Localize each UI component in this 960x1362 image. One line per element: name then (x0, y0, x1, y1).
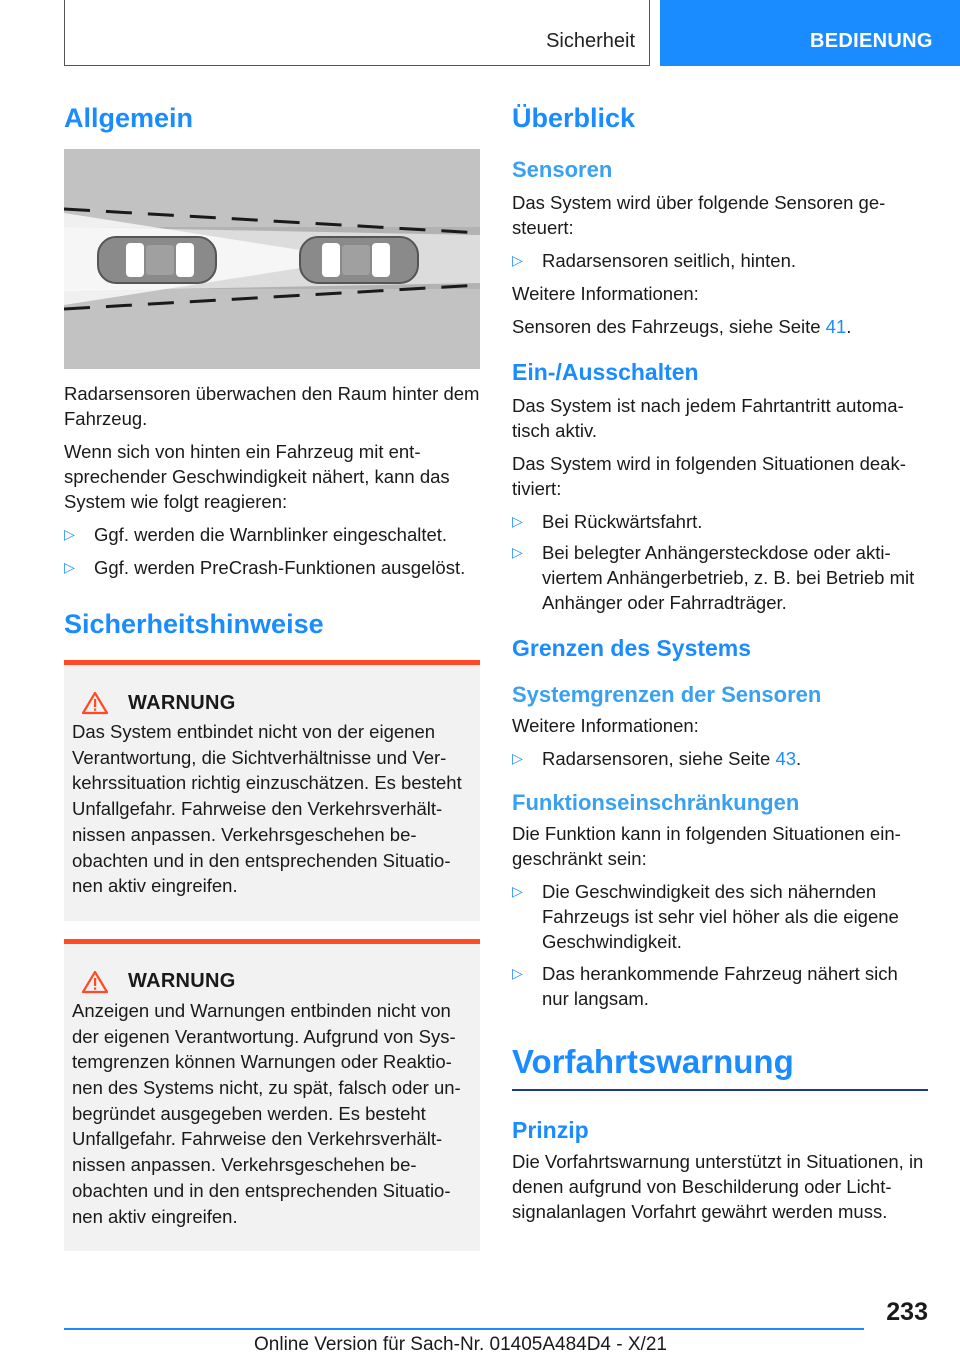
warning-triangle-icon (82, 970, 108, 994)
radar-illustration-svg (64, 149, 480, 369)
paragraph: Sensoren des Fahrzeugs, siehe Seite 41. (512, 316, 852, 337)
paragraph: Das System wird in folgenden Situationen deaktiviert: (512, 453, 906, 499)
paragraph: Das System ist nach jedem Fahrtantritt automatisch aktiv. (512, 395, 904, 441)
list-item: ▷ Bei Rückwärtsfahrt. (512, 511, 703, 532)
heading-vorfahrtswarnung: Vorfahrtswarnung (512, 1043, 794, 1080)
page-link-41[interactable]: 41 (825, 316, 847, 337)
paragraph: Radarsensoren überwachen den Raum hinter dem Fahrzeug. (64, 383, 480, 429)
bullet-list (512, 248, 928, 273)
heading-ein-ausschalten: Ein-/Ausschalten (512, 359, 699, 385)
page-number: 233 (886, 1298, 928, 1326)
heading-rule (512, 1089, 928, 1091)
header-section-title: Sicherheit (546, 30, 635, 52)
header-chapter-tab[interactable] (660, 0, 960, 66)
heading-sensoren: Sensoren (512, 157, 613, 182)
paragraph: Die Vorfahrtswarnung unterstützt in Situationen, in denen aufgrund von Beschilderung oder Lichtsignalanlagen Vorfahrt gewährt werden muss. (512, 1150, 924, 1222)
paragraph: Weitere Informationen: (512, 283, 699, 304)
approaching-car-icon (300, 237, 418, 283)
heading-ueberblick: Überblick (512, 103, 636, 133)
triangle-bullet-icon: ▷ (512, 513, 523, 529)
warning-triangle-icon (82, 691, 108, 715)
list-item: ▷ Ggf. werden die Warnblinker eingeschaltet. (64, 524, 448, 545)
list-item: ▷ Das herankommende Fahrzeug nähert sich nur langsam. (512, 963, 898, 1009)
bullet-list (64, 522, 480, 580)
warning-text: Anzeigen und Warnungen entbinden nicht von der eigenen Verantwortung. Aufgrund von Systemgrenzen können Warnungen oder Reaktionen des Systems nicht, zu spät, falsch oder unbegründet ausgegeben werden. Es besteht Unfallgefahr. Fahrweise den Verkehrsverhältnissen anpassen. Verkehrsgeschehen beobachten und in den entsprechenden Situationen aktiv eingreifen. (72, 999, 461, 1227)
heading-systemgrenzen-der-sensoren: Systemgrenzen der Sensoren (512, 682, 822, 707)
heading-sicherheitshinweise: Sicherheitshinweise (64, 609, 324, 639)
rear-car-icon (98, 237, 216, 283)
list-item: ▷ Radarsensoren, siehe Seite 43. (512, 748, 802, 769)
warning-title: WARNUNG (128, 691, 236, 714)
list-item: ▷ Die Geschwindigkeit des sich nähernden Fahrzeugs ist sehr viel höher als die eigene Geschwindigkeit. (512, 881, 899, 952)
warning-box (64, 939, 480, 1251)
header-bar (64, 0, 650, 66)
right-column (512, 100, 928, 1224)
radar-illustration (64, 149, 480, 369)
warning-title: WARNUNG (128, 970, 236, 993)
warning-header (82, 970, 472, 994)
page-link-43[interactable]: 43 (775, 748, 797, 769)
bullet-list (512, 509, 928, 615)
heading-funktionseinschraenkungen: Funktionseinschränkungen (512, 790, 800, 815)
triangle-bullet-icon: ▷ (512, 883, 523, 899)
triangle-bullet-icon: ▷ (64, 526, 75, 542)
footer-text: Online Version für Sach-Nr. 01405A484D4 - X/21 (254, 1334, 667, 1355)
list-item: ▷ Ggf. werden PreCrash-Funktionen ausgelöst. (64, 557, 466, 578)
triangle-bullet-icon: ▷ (64, 559, 75, 575)
warning-text: Das System entbindet nicht von der eigenen Verantwortung, die Sichtverhältnisse und Verkehrssituation richtig einzuschätzen. Es besteht Unfallgefahr. Fahrweise den Verkehrsverhältnissen anpassen. Verkehrsgeschehen beobachten und in den entsprechenden Situationen aktiv eingreifen. (72, 721, 462, 897)
heading-allgemein: Allgemein (64, 103, 194, 133)
warning-box (64, 660, 480, 921)
paragraph: Das System wird über folgende Sensoren gesteuert: (512, 192, 886, 238)
triangle-bullet-icon: ▷ (512, 965, 523, 981)
paragraph: Wenn sich von hinten ein Fahrzeug mit entsprechender Geschwindigkeit nähert, kann das System wie folgt reagieren: (64, 441, 450, 512)
list-item: ▷ Bei belegter Anhängersteckdose oder aktiviertem Anhängerbetrieb, z. B. bei Betrieb mit Anhänger oder Fahrradträger. (512, 542, 915, 613)
heading-prinzip: Prinzip (512, 1116, 589, 1143)
paragraph: Weitere Informationen: (512, 715, 699, 736)
bullet-list (512, 879, 928, 1011)
list-item: ▷ Radarsensoren seitlich, hinten. (512, 250, 797, 271)
bullet-list (512, 746, 928, 771)
footer-rule (64, 1328, 864, 1330)
paragraph: Die Funktion kann in folgenden Situationen eingeschränkt sein: (512, 823, 901, 869)
heading-grenzen-des-systems: Grenzen des Systems (512, 635, 752, 661)
header-chapter-label: BEDIENUNG (810, 30, 933, 52)
left-column (64, 100, 480, 1251)
warning-header (82, 691, 472, 715)
triangle-bullet-icon: ▷ (512, 750, 523, 766)
triangle-bullet-icon: ▷ (512, 544, 523, 560)
triangle-bullet-icon: ▷ (512, 252, 523, 268)
